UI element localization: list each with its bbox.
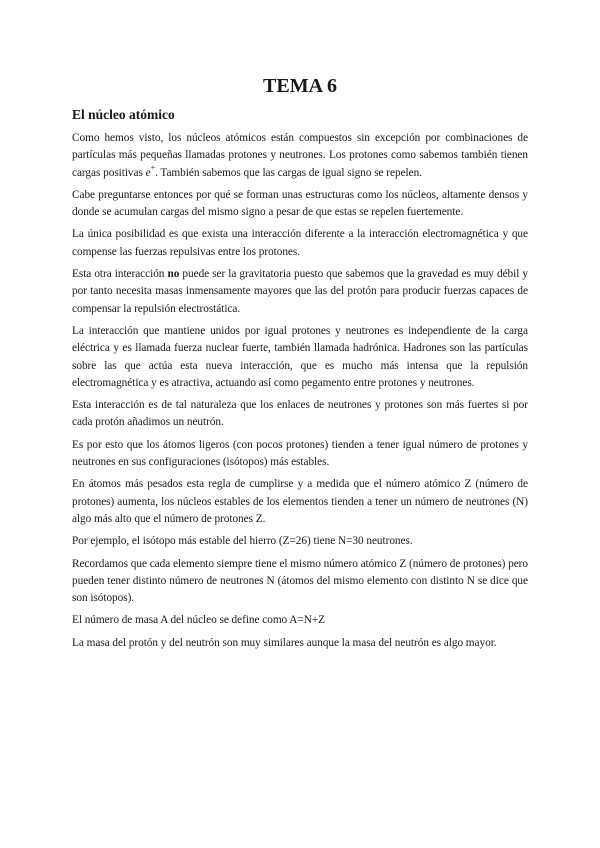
paragraph-9: Por ejemplo, el isótopo más estable del hierro (Z=26) tiene N=30 neutrones. <box>72 535 413 548</box>
emphasis-no: no <box>167 268 180 281</box>
charge-symbol: e <box>145 166 151 179</box>
paragraph-7: Es por esto que los átomos ligeros (con pocos protones) tienden a tener igual número de protones y neutrones en sus configuraciones (isótopos) más estables. <box>72 438 528 469</box>
paragraph-12: La masa del protón y del neutrón son muy similares aunque la masa del neutrón es algo mayor. <box>72 636 497 649</box>
charge-sign: + <box>150 162 156 172</box>
section-heading: El núcleo atómico <box>72 107 175 122</box>
paragraph-4-text-b: puede ser la gravitatoria puesto que sabemos que la gravedad es muy débil y por tanto necesita masas inmensamente mayores que las del protón para producir fuerzas capaces de compensar la repulsión electrostática. <box>72 268 528 315</box>
paragraph-4 <box>72 266 528 318</box>
paragraph-4-text-a: Esta otra interacción <box>72 268 168 281</box>
paragraph-3: La única posibilidad es que exista una interacción diferente a la interacción electromagnética y que compense las fuerzas repulsivas entre los protones. <box>72 228 528 258</box>
paragraph-1 <box>72 130 528 182</box>
paragraph-6: Esta interacción es de tal naturaleza que los enlaces de neutrones y protones son más fuertes si por cada protón añadimos un neutrón. <box>72 399 528 429</box>
paragraph-5: La interacción que mantiene unidos por igual protones y neutrones es independiente de la carga eléctrica y es llamada fuerza nuclear fuerte, también llamada hadrónica. Hadrones son las partículas sobre las que actúa esta nueva interacción, que es mucho más intensa que la repulsión electromagnética y es atractiva, actuando así como pegamento entre protones y neutrones. <box>72 324 528 389</box>
document-title: TEMA 6 <box>263 75 337 97</box>
paragraph-10: Recordamos que cada elemento siempre tiene el mismo número atómico Z (número de protones) pero pueden tener distinto número de neutrones N (átomos del mismo elemento con distinto N se dice que son isótopos). <box>72 557 528 605</box>
paragraph-8: En átomos más pesados esta regla de cumplirse y a medida que el número atómico Z (número de protones) aumenta, los núcleos estables de los elementos tienden a tener un número de neutrones (N) algo más alto que el número de protones Z. <box>72 478 528 525</box>
paragraph-1-text-b: . También sabemos que las cargas de igual signo se repelen. <box>155 166 422 179</box>
paragraph-2: Cabe preguntarse entonces por qué se forman unas estructuras como los núcleos, altamente densos y donde se acumulan cargas del mismo signo a pesar de que estas se repelen fuertemente. <box>72 188 528 219</box>
paragraph-11: El número de masa A del núcleo se define como A=N+Z <box>72 614 326 627</box>
paragraph-1-text-a: Como hemos visto, los núcleos atómicos están compuestos sin excepción por combinaciones de partículas más pequeñas llamadas protones y neutrones. Los protones como sabemos también tienen cargas positivas <box>72 132 528 179</box>
document-page <box>72 74 528 657</box>
